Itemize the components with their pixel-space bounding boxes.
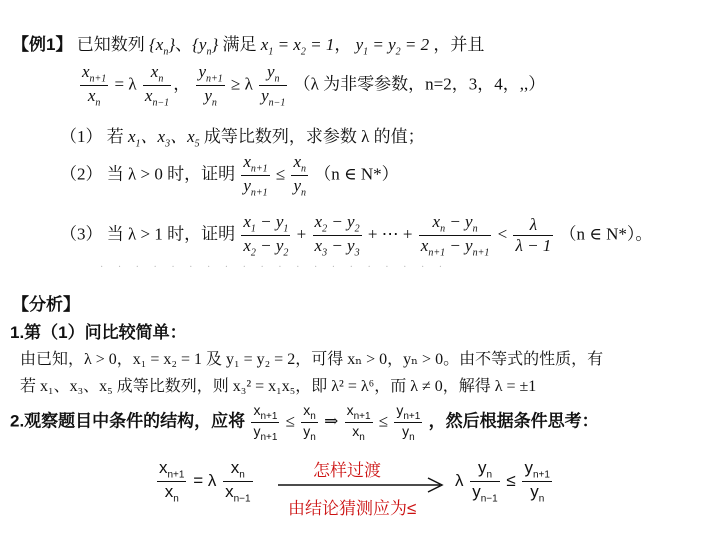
transition-frac-y: $\frac{y_n}{y_{n-1}}$: [472, 458, 498, 505]
q3-term-1: $\frac{x_1 - y_1}{x_2 - y_2}$: [243, 212, 289, 259]
question-2: （2） 当 λ > 0 时，证明 $\frac{x_{n+1}}{y_{n+1}}$ ≤ $\frac{x_n}{y_n}$ （n ∈ N*）: [60, 152, 399, 199]
transition-frac-y2: $\frac{y_{n+1}}{y_n}$: [524, 458, 550, 505]
recurrence-y-lhs: $\frac{y_{n+1}}{y_n}$: [198, 62, 223, 109]
q1-terms: $x_1$、$x_3$、$x_5$: [128, 127, 200, 150]
initial-x: $x_1 = x_2 = 1$: [260, 35, 335, 58]
arrow-label-top: 怎样过渡: [313, 461, 381, 480]
point-2-text-a: 2.观察题目中条件的结构，应将: [10, 411, 246, 431]
analysis-point-1-title: 1.第（1）问比较简单：: [10, 323, 187, 342]
transition-right: λ $\frac{y_n}{y_{n-1}}$ ≤ $\frac{y_{n+1}}{y_n}$: [455, 458, 550, 505]
transition-arrow: [276, 477, 448, 493]
q2-text-a: 当 λ > 0 时，证明: [106, 164, 236, 184]
point-2-frac-c: $\frac{x_{n+1}}{x_n}$: [346, 402, 371, 444]
analysis-point-2: 2.观察题目中条件的结构，应将 $\frac{x_{n+1}}{y_{n+1}}$ ≤ $\frac{x_n}{y_n}$ ⇒ $\frac{x_{n+1}}{x_n}$ ≤ $\frac{y_{n+1}}{y_n}$ ，然后根据条件思考：: [10, 402, 599, 444]
example-heading: 【例1】: [12, 35, 73, 54]
point-2-frac-d: $\frac{y_{n+1}}{y_n}$: [396, 402, 421, 444]
q3-text-a: 当 λ > 1 时，证明: [106, 224, 236, 244]
recurrence-x-lhs: $\frac{x_{n+1}}{x_n}$: [82, 62, 107, 109]
point-2-frac-a: $\frac{x_{n+1}}{y_{n+1}}$: [253, 402, 278, 444]
q2-frac-lhs: $\frac{x_{n+1}}{y_{n+1}}$: [243, 152, 268, 199]
analysis-point-1-body-a: 由已知，λ > 0，x₁ = x₂ = 1 及 y₁ = y₂ = 2，可得 xₙ > 0，yₙ > 0。由不等式的性质，有: [20, 351, 604, 368]
transition-frac-x: $\frac{x_{n+1}}{x_n}$: [159, 458, 185, 505]
divider-dots: · · · · · · · · · · · · · · · · · · · ·: [100, 262, 449, 273]
q3-term-n: $\frac{x_n - y_n}{x_{n+1} - y_{n+1}}$: [420, 212, 490, 259]
q3-number: （3）: [60, 224, 103, 244]
example-text-a: 已知数列: [76, 35, 145, 54]
q1-number: （1）: [60, 127, 103, 146]
q2-frac-rhs: $\frac{x_n}{y_n}$: [293, 152, 307, 199]
analysis-point-1-body-b: 若 x₁、x₃、x₅ 成等比数列，则 x₃² = x₁x₅，即 λ² = λ⁶，而 λ ≠ 0，解得 λ = ±1: [20, 378, 537, 395]
seq-set-y: $\{y_n\}$: [192, 35, 219, 58]
question-1: [60, 122, 425, 149]
q1-text-b: 成等比数列，求参数 λ 的值；: [203, 127, 425, 146]
recurrence-x-rhs: $\frac{x_n}{x_{n-1}}$: [144, 62, 170, 109]
question-3: （3） 当 λ > 1 时，证明 $\frac{x_1 - y_1}{x_2 - y_2}$ + $\frac{x_2 - y_2}{x_3 - y_3}$ + ⋯ + $\frac{x_n - y_n}{x_{n+1} - y_{n+1}}$ < $\frac{\lambda}{\lambda - 1}$ （n ∈ N*）。: [60, 212, 653, 259]
example-text-b: 满足: [222, 35, 257, 54]
initial-y: $y_1 = y_2 = 2$: [355, 35, 430, 58]
example-line-1: 【例1】 已知数列 $\{x_n\}$、$\{y_n\}$ 满足 $x_1 = x_2 = 1$， $y_1 = y_2 = 2$ ，并且: [12, 35, 485, 58]
q2-condition: （n ∈ N*）: [314, 164, 399, 184]
transition-left: $\frac{x_{n+1}}{x_n}$ = λ $\frac{x_n}{x_{n-1}}$: [159, 458, 251, 505]
example-text-c: ，并且: [433, 35, 485, 54]
recurrence-y-rhs: $\frac{y_n}{y_{n-1}}$: [261, 62, 286, 109]
arrow-label-bottom: 由结论猜测应为≤: [288, 499, 417, 518]
seq-set-x: $\{x_n\}$: [148, 35, 176, 58]
q3-term-2: $\frac{x_2 - y_2}{x_3 - y_3}$: [314, 212, 360, 259]
condition-note: （λ 为非零参数，n=2，3，4，,,）: [293, 74, 546, 94]
transition-frac-x2: $\frac{x_n}{x_{n-1}}$: [225, 458, 251, 505]
q1-text-a: 若: [106, 127, 124, 146]
point-2-text-b: ，然后根据条件思考：: [428, 411, 599, 431]
analysis-heading: 【分析】: [12, 295, 80, 314]
recurrence-line: $\frac{x_{n+1}}{x_n}$ = λ $\frac{x_n}{x_{n-1}}$ ， $\frac{y_{n+1}}{y_n}$ ≥ λ $\frac{y_n}{y_{n-1}}$ （λ 为非零参数，n=2，3，4，,,）: [82, 62, 546, 109]
q3-bound: $\frac{\lambda}{\lambda - 1}$: [515, 215, 552, 255]
q3-condition: （n ∈ N*）。: [559, 224, 653, 244]
point-2-frac-b: $\frac{x_n}{y_n}$: [303, 402, 316, 444]
q2-number: （2）: [60, 164, 103, 184]
